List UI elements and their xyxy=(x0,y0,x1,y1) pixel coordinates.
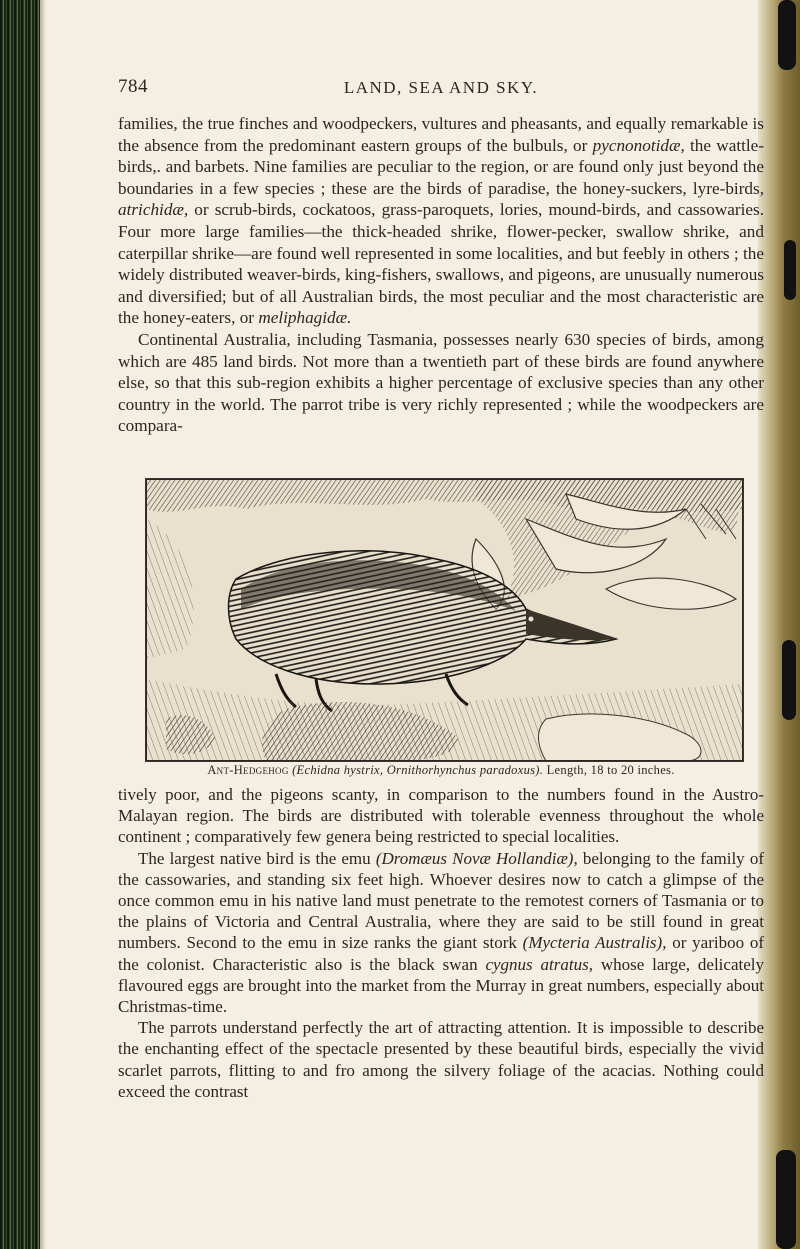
page-edge-shadow xyxy=(758,0,800,1249)
caption-length: Length, 18 to 20 inches. xyxy=(546,763,675,777)
page-header xyxy=(118,76,764,100)
paragraph: tively poor, and the pigeons scanty, in comparison to the numbers found in the Austro-Malayan region. The birds are distributed with tolerable evenness throughout the whole continent ; comparatively few genera being restricted to special localities. xyxy=(118,785,764,847)
page-number: 784 xyxy=(118,76,148,97)
caption-latin: (Echidna hystrix, Ornithorhynchus paradoxus). xyxy=(292,763,544,777)
ant-hedgehog-engraving xyxy=(145,478,744,762)
italic-term: (Dromæus Novæ Hollandiæ), xyxy=(375,848,578,868)
engraving-illustration xyxy=(146,479,743,761)
paragraph: Continental Australia, including Tasmania, possesses nearly 630 species of birds, among which are 485 land birds. Not more than a twentieth part of these birds are found anywhere else, so that this sub-region exhibits a higher percentage of exclusive species than any other country in the world. The parrot tribe is very richly represented ; while the woodpeckers are compara- xyxy=(118,329,764,436)
text-run: The largest native bird is the emu xyxy=(138,848,376,868)
text-run: families, the true finches and woodpeckers, vultures and pheasants, and equally remarkable is the absence from the predominant eastern groups of the bulbuls, or xyxy=(118,114,764,155)
italic-term: pycnonotidæ, xyxy=(592,135,685,155)
italic-term: cygnus atratus, xyxy=(485,954,593,974)
paragraph: The parrots understand perfectly the art of attracting attention. It is impossible to describe the enchanting effect of the spectacle presented by these beautiful birds, especially the vivid scarlet parrots, flitting to and fro among the silvery foliage of the acacias. Nothing could exceed the contrast xyxy=(118,1018,764,1101)
paragraph xyxy=(118,848,764,1018)
caption-name: Ant-Hedgehog xyxy=(207,763,289,777)
text-run: the wattle-birds,. and barbets. Nine families are peculiar to the region, or are found only just beyond the boundaries in a few species ; these are the birds of paradise, the honey-suckers, lyre-birds, xyxy=(118,135,765,198)
text-run: or scrub-birds, cockatoos, grass-paroquets, lories, mound-birds, and cassowaries. Four more large families—the thick-headed shrike, flower-pecker, swallow shrike, and caterpillar shrike—are found well represented in some localities, and but feebly in others ; the widely distributed weaver-birds, king-fishers, swallows, and pigeons, are unusually numerous and diversified; but of all Australian birds, the most peculiar and the most characteristic are the honey-eaters, or xyxy=(118,200,764,328)
italic-term: (Mycteria Australis), xyxy=(522,933,667,953)
figure-caption xyxy=(118,763,764,778)
body-text-bottom xyxy=(118,784,764,1102)
running-title: LAND, SEA AND SKY. xyxy=(343,78,539,97)
text-run: or yariboo of the colonist. Characteristic also is the black swan xyxy=(118,933,764,974)
text-run: belonging to the family of the cassowaries, and standing six feet high. Whoever desires now to catch a glimpse of the once common emu in his native land must penetrate to the remotest corners of Tasmania or to the plains of Victoria and Central Australia, where they are said to be still found in great numbers. Second to the emu in size ranks the giant stork xyxy=(118,848,764,953)
text-run: whose large, delicately flavoured eggs are brought into the market from the Murray in great numbers, especially about Christmas-time. xyxy=(118,954,764,1017)
paragraph xyxy=(118,113,764,329)
body-text-top xyxy=(118,113,764,437)
book-binding-edge xyxy=(0,0,40,1249)
italic-term: atrichidæ, xyxy=(118,200,189,220)
italic-term: meliphagidæ. xyxy=(258,308,352,328)
